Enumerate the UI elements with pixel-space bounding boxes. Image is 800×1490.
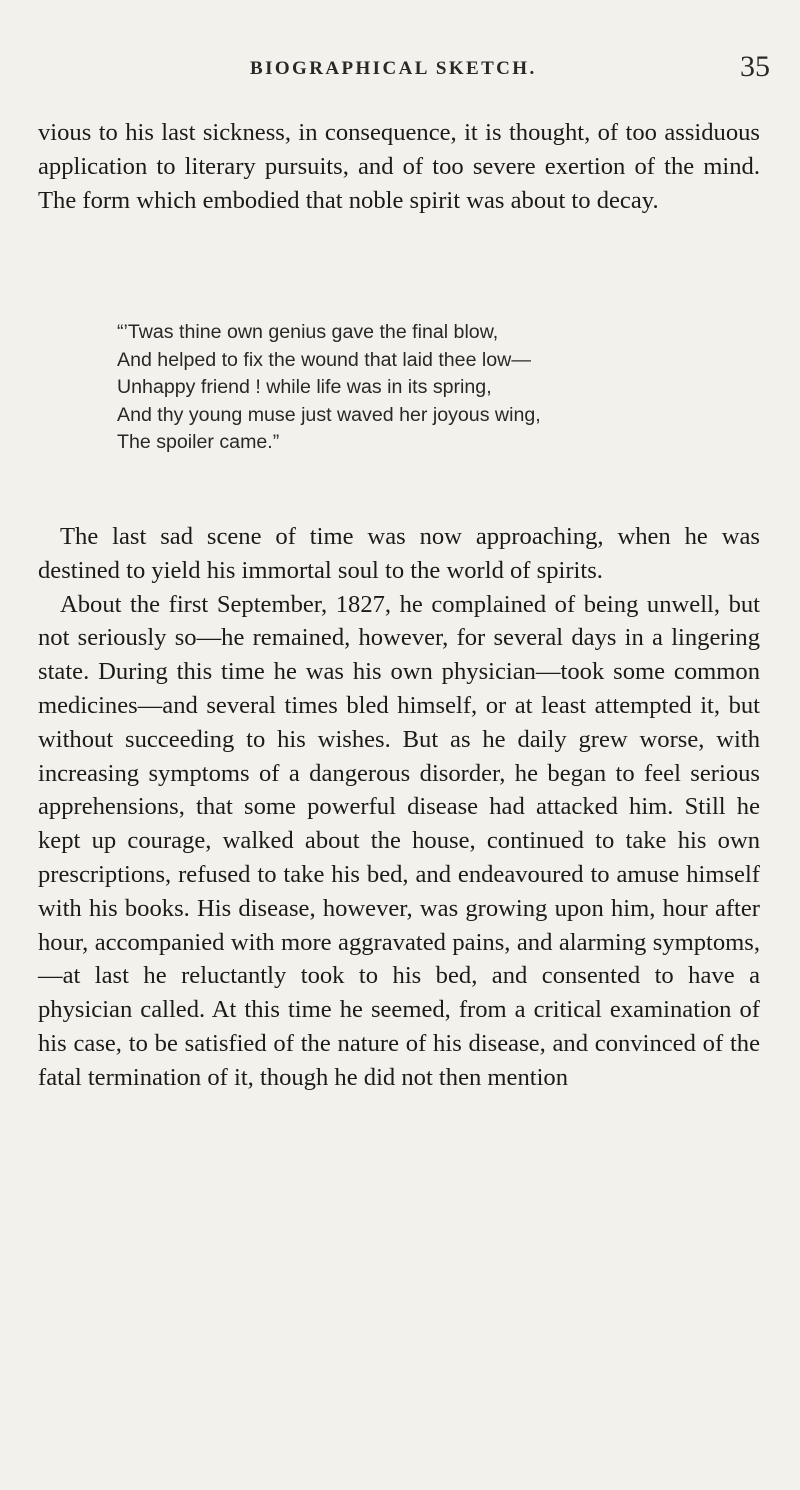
paragraph: The last sad scene of time was now approaching, when he was destined to yield his immortal soul to the world of spirits. bbox=[38, 523, 760, 584]
poem-line: “’Twas thine own genius gave the final blow, bbox=[117, 321, 499, 343]
text-block-after-poem bbox=[38, 520, 760, 1095]
page-number: 35 bbox=[740, 50, 770, 83]
poem-quotation bbox=[117, 319, 717, 457]
poem-line: And thy young muse just waved her joyous wing, bbox=[117, 403, 541, 426]
poem-line: Unhappy friend ! while life was in its spring, bbox=[117, 376, 492, 398]
poem-line: The spoiler came.” bbox=[117, 431, 280, 453]
poem-line: And helped to fix the wound that laid thee low— bbox=[117, 348, 531, 371]
running-title: BIOGRAPHICAL SKETCH. bbox=[250, 58, 537, 79]
text-block-before-poem bbox=[38, 116, 760, 217]
paragraph-continuation: vious to his last sickness, in consequence, it is thought, of too assiduous application to literary pursuits, and of too severe exertion of the mind. The form which embodied that noble spirit was about to decay. bbox=[38, 119, 760, 214]
paragraph: About the first September, 1827, he complained of being unwell, but not seriously so—he remained, however, for several days in a lingering state. During this time he was his own physician—took some common medicines—and several times bled himself, or at least attempted it, but without succeeding to his wishes. But as he daily grew worse, with increasing symptoms of a dangerous disorder, he began to feel serious apprehensions, that some powerful disease had attacked him. Still he kept up courage, walked about the house, continued to take his own prescriptions, refused to take his bed, and endeavoured to amuse himself with his books. His disease, however, was growing upon him, hour after hour, accompanied with more aggravated pains, and alarming symptoms,—at last he reluctantly took to his bed, and consented to have a physician called. At this time he seemed, from a critical examination of his case, to be satisfied of the nature of his disease, and convinced of the fatal termination of it, though he did not then mention bbox=[38, 590, 760, 1091]
